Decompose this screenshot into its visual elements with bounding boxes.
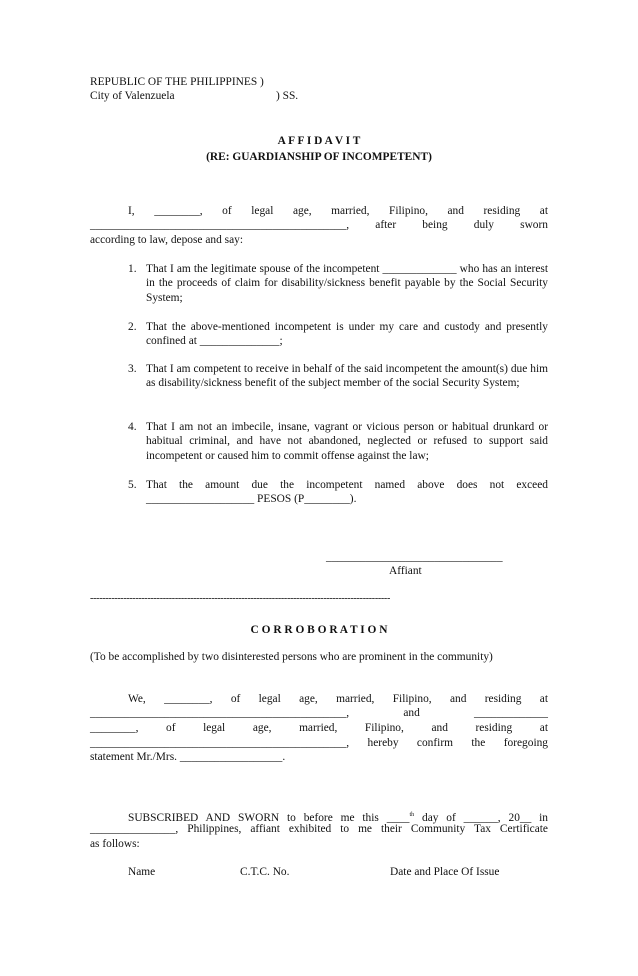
item-5-number: 5. [128,479,137,491]
item-2-text: That the above-mentioned incompetent is under my care and custody and presently confined at ______________; [146,321,548,348]
item-4-number: 4. [128,421,137,433]
corroboration-line-1: We, ________, of legal age, married, Filipino, and residing at [128,693,548,705]
signature-label-affiant: Affiant [389,565,422,577]
corroboration-line-5: statement Mr./Mrs. __________________. [90,751,286,763]
item-4-text: That I am not an imbecile, insane, vagrant or vicious person or habitual drunkard or habitual criminal, and have not abandoned, neglected or refused to support said incompetent or caused him to commit offense against the law; [146,421,548,462]
jurat-line-1 [128,808,548,822]
corroboration-line-4: _____________________________________________, hereby confirm the foregoing [90,737,548,749]
corroboration-line-3: ________, of legal age, married, Filipino, and residing at [90,722,548,734]
header-city: City of Valenzuela [90,90,175,102]
item-3-text: That I am competent to receive in behalf of the said incompetent the amount(s) due him as disability/sickness benefit of the subject member of the social Security System; [146,363,548,390]
item-5-text: That the amount due the incompetent named above does not exceed ___________________ PESOS (P________). [146,479,548,506]
jurat-line-3: as follows: [90,838,140,850]
corroboration-title: C O R R O B O R A T I O N [250,624,388,636]
item-2-number: 2. [128,321,137,333]
corroboration-line-2: _____________________________________________, and _____________ [90,707,548,719]
jurat-line-1-b: day of ______, 20__ in [414,811,548,824]
item-1-number: 1. [128,263,137,275]
document-title: A F F I D A V I T [277,135,361,147]
corroboration-note: (To be accomplished by two disinterested persons who are prominent in the community) [90,651,493,663]
intro-line-2: _____________________________________________, after being duly sworn [90,219,548,231]
header-ss: ) SS. [276,90,299,102]
table-header-name: Name [128,866,156,878]
section-divider: --------------------------------------------------------------------------------------------------- [90,593,390,604]
jurat-line-1-sup: th [409,812,415,818]
item-3-number: 3. [128,363,137,375]
intro-line-3: according to law, depose and say: [90,234,243,246]
intro-line-1: I, ________, of legal age, married, Filipino, and residing at [128,205,548,217]
document-subtitle: (RE: GUARDIANSHIP OF INCOMPETENT) [206,151,432,163]
item-1-text: That I am the legitimate spouse of the incompetent _____________ who has an interest in the proceeds of claim for disability/sickness benefit payable by the Social Security System; [146,263,548,304]
signature-line: _______________________________ [326,551,503,563]
jurat-line-2: _______________, Philippines, affiant exhibited to me their Community Tax Certificate [90,823,548,835]
table-header-date-place: Date and Place Of Issue [390,866,500,878]
table-header-ctc-no: C.T.C. No. [240,866,290,878]
jurat-line-1-a: SUBSCRIBED AND SWORN to before me this ____ [128,811,410,824]
header-republic: REPUBLIC OF THE PHILIPPINES ) [90,76,264,88]
